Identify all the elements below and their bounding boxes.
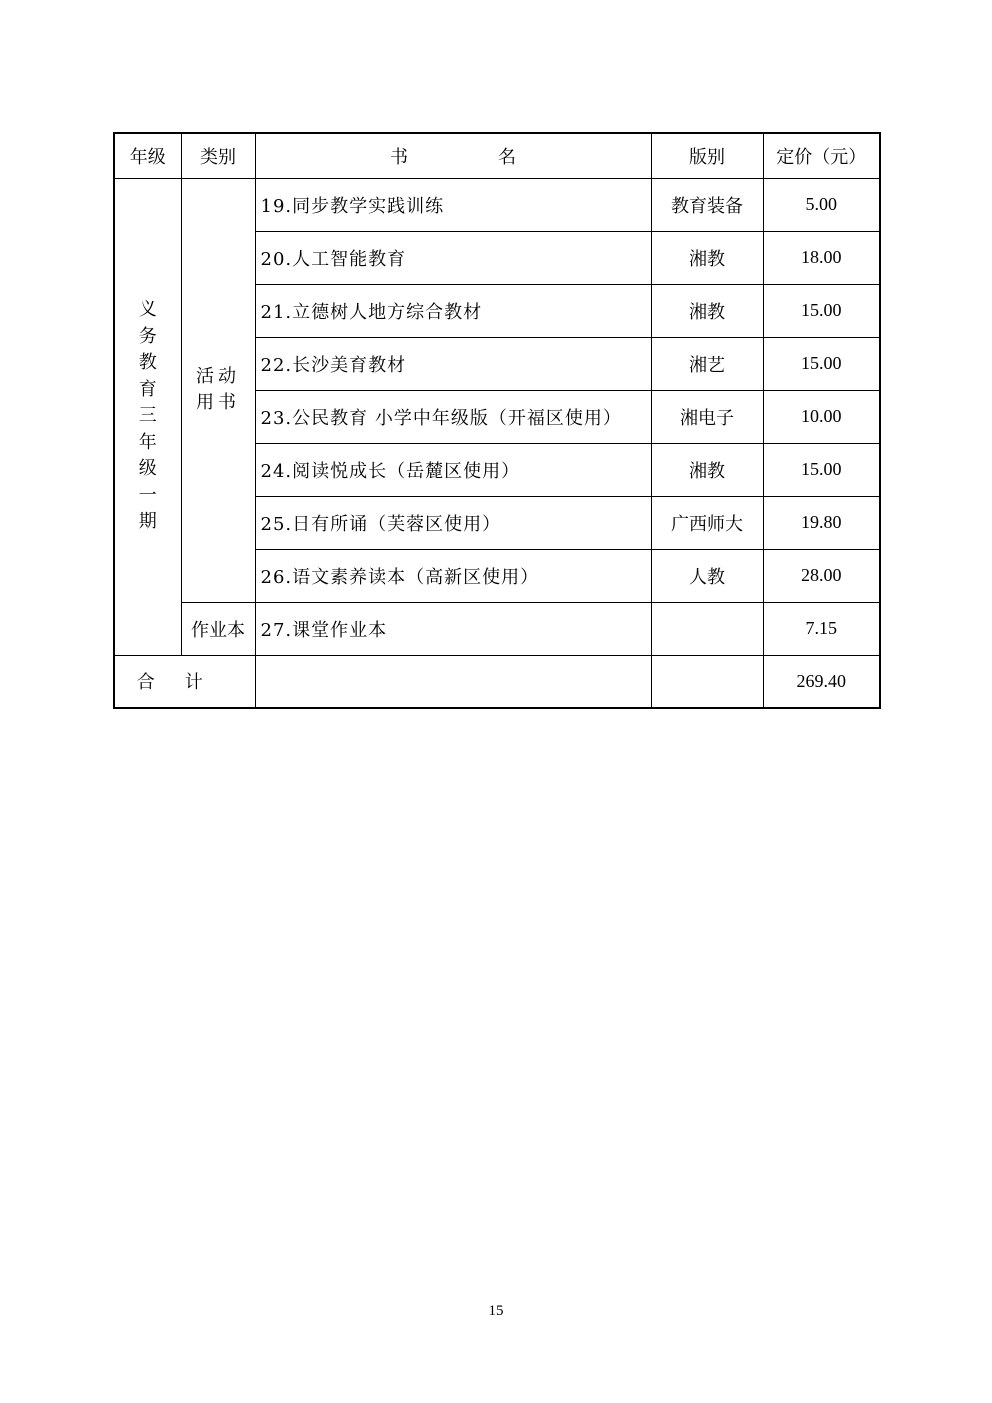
total-label: 合计 bbox=[136, 672, 233, 694]
table-row bbox=[114, 178, 880, 231]
book-price: 15.00 bbox=[763, 284, 880, 337]
book-publisher: 教育装备 bbox=[651, 178, 763, 231]
book-price: 18.00 bbox=[763, 231, 880, 284]
page-number: 15 bbox=[488, 1303, 504, 1319]
total-label-cell bbox=[114, 655, 255, 708]
book-price: 10.00 bbox=[763, 390, 880, 443]
book-publisher: 湘教 bbox=[651, 284, 763, 337]
total-title bbox=[255, 655, 651, 708]
book-price: 5.00 bbox=[763, 178, 880, 231]
book-title: 21.立德树人地方综合教材 bbox=[255, 284, 651, 337]
book-title: 19.同步教学实践训练 bbox=[255, 178, 651, 231]
book-publisher: 广西师大 bbox=[651, 496, 763, 549]
book-price: 19.80 bbox=[763, 496, 880, 549]
header-price: 定价（元） bbox=[763, 133, 880, 178]
total-publisher bbox=[651, 655, 763, 708]
grade-cell bbox=[114, 178, 181, 655]
book-title: 20.人工智能教育 bbox=[255, 231, 651, 284]
total-price: 269.40 bbox=[763, 655, 880, 708]
header-grade: 年级 bbox=[114, 133, 181, 178]
book-publisher: 湘艺 bbox=[651, 337, 763, 390]
book-title: 25.日有所诵（芙蓉区使用） bbox=[255, 496, 651, 549]
book-publisher: 湘电子 bbox=[651, 390, 763, 443]
book-title: 27.课堂作业本 bbox=[255, 602, 651, 655]
book-publisher bbox=[651, 602, 763, 655]
total-row bbox=[114, 655, 880, 708]
header-book-title: 书 名 bbox=[255, 133, 651, 178]
textbook-price-table bbox=[113, 132, 881, 709]
book-price: 7.15 bbox=[763, 602, 880, 655]
category-cell-workbook: 作业本 bbox=[181, 602, 255, 655]
grade-label: 义务教育三年级一期 bbox=[138, 299, 157, 533]
header-row bbox=[114, 133, 880, 178]
book-price: 15.00 bbox=[763, 337, 880, 390]
book-title: 22.长沙美育教材 bbox=[255, 337, 651, 390]
header-category: 类别 bbox=[181, 133, 255, 178]
book-publisher: 湘教 bbox=[651, 231, 763, 284]
book-price: 15.00 bbox=[763, 443, 880, 496]
book-title: 24.阅读悦成长（岳麓区使用） bbox=[255, 443, 651, 496]
category-label-activity: 活动用书 bbox=[196, 366, 240, 413]
book-title: 23.公民教育 小学中年级版（开福区使用） bbox=[255, 390, 651, 443]
book-title: 26.语文素养读本（高新区使用） bbox=[255, 549, 651, 602]
header-publisher: 版别 bbox=[651, 133, 763, 178]
book-publisher: 人教 bbox=[651, 549, 763, 602]
book-publisher: 湘教 bbox=[651, 443, 763, 496]
book-price: 28.00 bbox=[763, 549, 880, 602]
category-cell-activity bbox=[181, 178, 255, 602]
table-row bbox=[114, 602, 880, 655]
